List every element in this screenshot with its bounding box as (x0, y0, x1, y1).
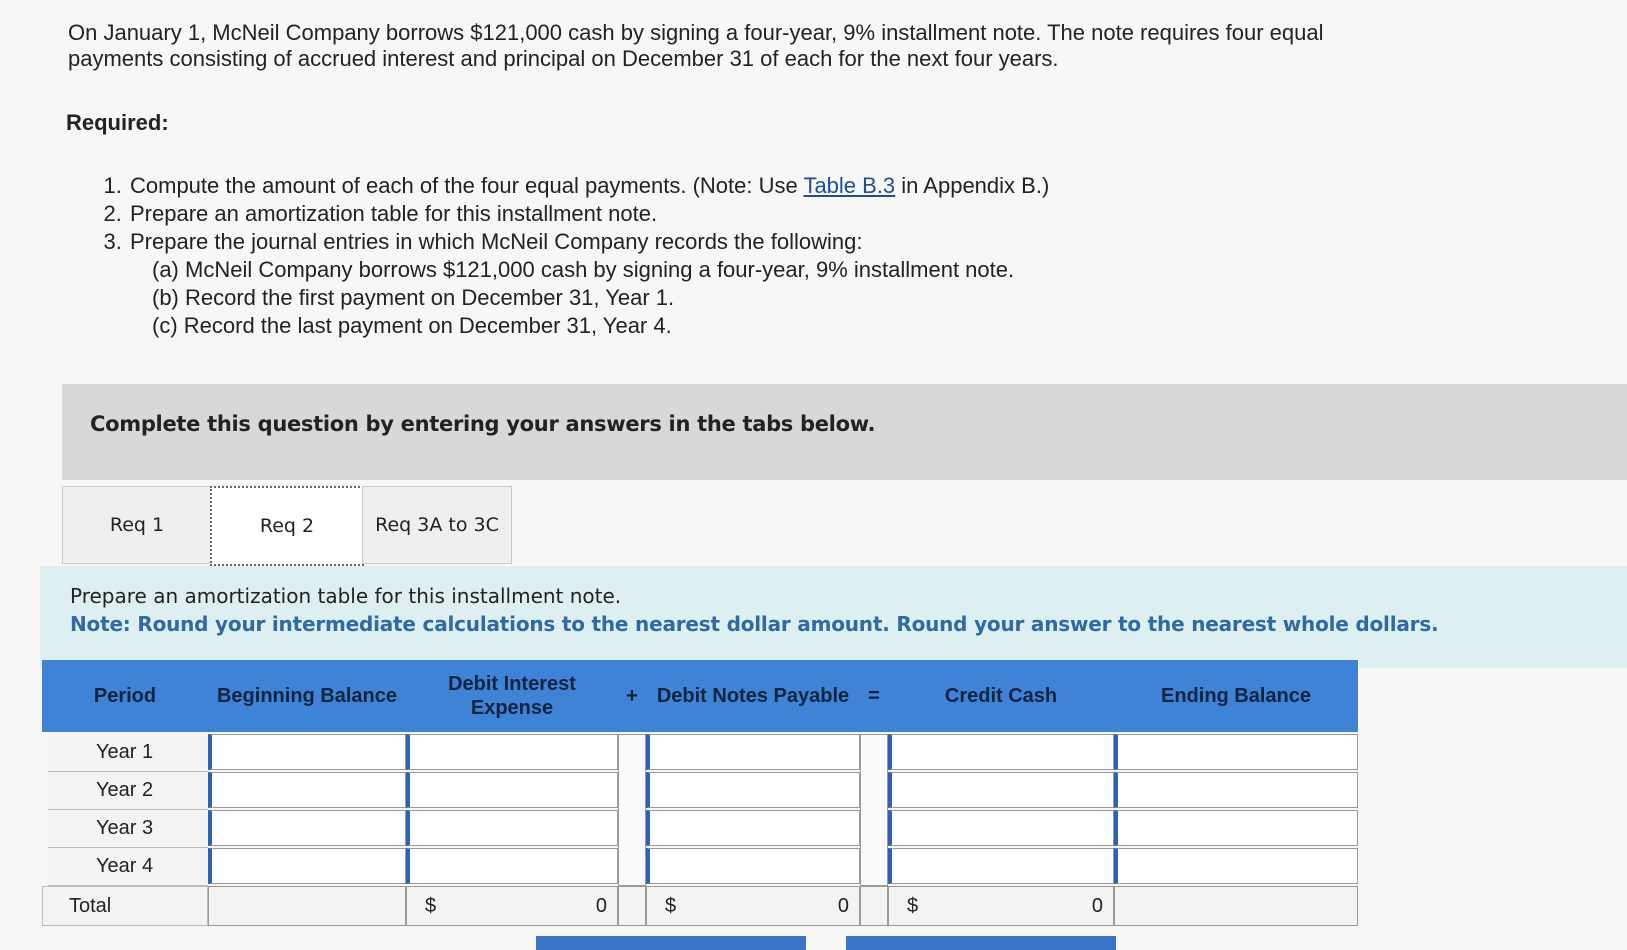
input-year3-credit-cash[interactable] (888, 810, 1114, 846)
plus-operator: + (618, 660, 646, 732)
input-year2-notes-payable[interactable] (646, 772, 860, 808)
rounding-note: Note: Round your intermediate calculations to the nearest dollar amount. Round your answer to the nearest whole dollars. (70, 612, 1439, 636)
input-year1-interest-expense[interactable] (406, 734, 618, 770)
header-debit-interest-expense: Debit Interest Expense (406, 660, 619, 732)
required-heading: Required: (66, 110, 169, 135)
total-plus-spacer (618, 886, 646, 926)
header-credit-cash: Credit Cash (888, 660, 1115, 732)
problem-statement (68, 20, 1548, 72)
input-year2-credit-cash[interactable] (888, 772, 1114, 808)
requirement-3c: (c) Record the last payment on December 31, Year 4. (152, 313, 672, 338)
input-year4-interest-expense[interactable] (406, 848, 618, 884)
instruction-banner (62, 384, 1627, 480)
total-label: Total (42, 886, 208, 926)
prev-nav-button[interactable] (536, 936, 806, 950)
tab-instructions (40, 566, 1627, 668)
header-beginning-balance: Beginning Balance (208, 660, 407, 732)
requirement-3b: (b) Record the first payment on December 31, Year 1. (152, 285, 675, 310)
total-beginning-balance (208, 886, 406, 926)
amortization-table (42, 660, 1358, 926)
input-year1-credit-cash[interactable] (888, 734, 1114, 770)
equals-column-spacer (860, 734, 888, 886)
input-year4-notes-payable[interactable] (646, 848, 860, 884)
input-year2-interest-expense[interactable] (406, 772, 618, 808)
input-year2-ending-balance[interactable] (1114, 772, 1358, 808)
row-label-year-4: Year 4 (48, 848, 208, 886)
total-ending-balance (1114, 886, 1358, 926)
requirement-3: 3. Prepare the journal entries in which McNeil Company records the following: (a) McNeil Company borrows $121,000 cash by signing a four-year, 9% installment note. (b) Record the first payment on December 31, Year 1. (c) Record the last payment on December 31, Year 4. (128, 228, 1049, 340)
problem-line-2: payments consisting of accrued interest and principal on December 31 of each for the next four years. (68, 46, 1059, 71)
input-year3-beginning-balance[interactable] (208, 810, 406, 846)
total-interest-value: 0 (595, 895, 607, 917)
equals-operator: = (860, 660, 888, 732)
plus-column-spacer (618, 734, 646, 886)
total-notes-payable (646, 886, 860, 926)
requirements-list (100, 172, 1049, 340)
input-year4-credit-cash[interactable] (888, 848, 1114, 884)
input-year3-notes-payable[interactable] (646, 810, 860, 846)
requirement-3a: (a) McNeil Company borrows $121,000 cash by signing a four-year, 9% installment note. (152, 257, 1015, 282)
input-year1-notes-payable[interactable] (646, 734, 860, 770)
total-notes-value: 0 (837, 895, 849, 917)
tab-req-1[interactable]: Req 1 (62, 486, 212, 564)
banner-text: Complete this question by entering your answers in the tabs below. (90, 412, 876, 436)
row-label-year-2: Year 2 (48, 772, 208, 810)
total-credit-cash (888, 886, 1114, 926)
problem-line-1: On January 1, McNeil Company borrows $121,000 cash by signing a four-year, 9% installment note. The note requires four equal (68, 20, 1324, 45)
input-year1-ending-balance[interactable] (1114, 734, 1358, 770)
requirement-2: 2. Prepare an amortization table for this installment note. (128, 200, 1049, 228)
row-label-year-1: Year 1 (48, 734, 208, 772)
tab-req-2[interactable]: Req 2 (210, 486, 364, 566)
input-year3-ending-balance[interactable] (1114, 810, 1358, 846)
instruction-text: Prepare an amortization table for this installment note. (70, 584, 622, 608)
input-year2-beginning-balance[interactable] (208, 772, 406, 808)
input-year4-ending-balance[interactable] (1114, 848, 1358, 884)
total-cash-currency: $ (907, 895, 919, 917)
input-year4-beginning-balance[interactable] (208, 848, 406, 884)
total-interest-expense (406, 886, 618, 926)
total-cash-value: 0 (1091, 895, 1103, 917)
input-year3-interest-expense[interactable] (406, 810, 618, 846)
tab-req-3a-to-3c[interactable]: Req 3A to 3C (362, 486, 512, 564)
table-b3-link[interactable]: Table B.3 (803, 173, 896, 198)
total-notes-currency: $ (665, 895, 677, 917)
row-label-year-3: Year 3 (48, 810, 208, 848)
requirement-1: 1. Compute the amount of each of the four equal payments. (Note: Use Table B.3 in Appendix B.) (128, 172, 1049, 200)
input-year1-beginning-balance[interactable] (208, 734, 406, 770)
header-debit-notes-payable: Debit Notes Payable (646, 660, 861, 732)
next-nav-button[interactable] (846, 936, 1116, 950)
header-ending-balance: Ending Balance (1114, 660, 1359, 732)
total-interest-currency: $ (425, 895, 437, 917)
header-period: Period (42, 660, 209, 732)
total-equals-spacer (860, 886, 888, 926)
